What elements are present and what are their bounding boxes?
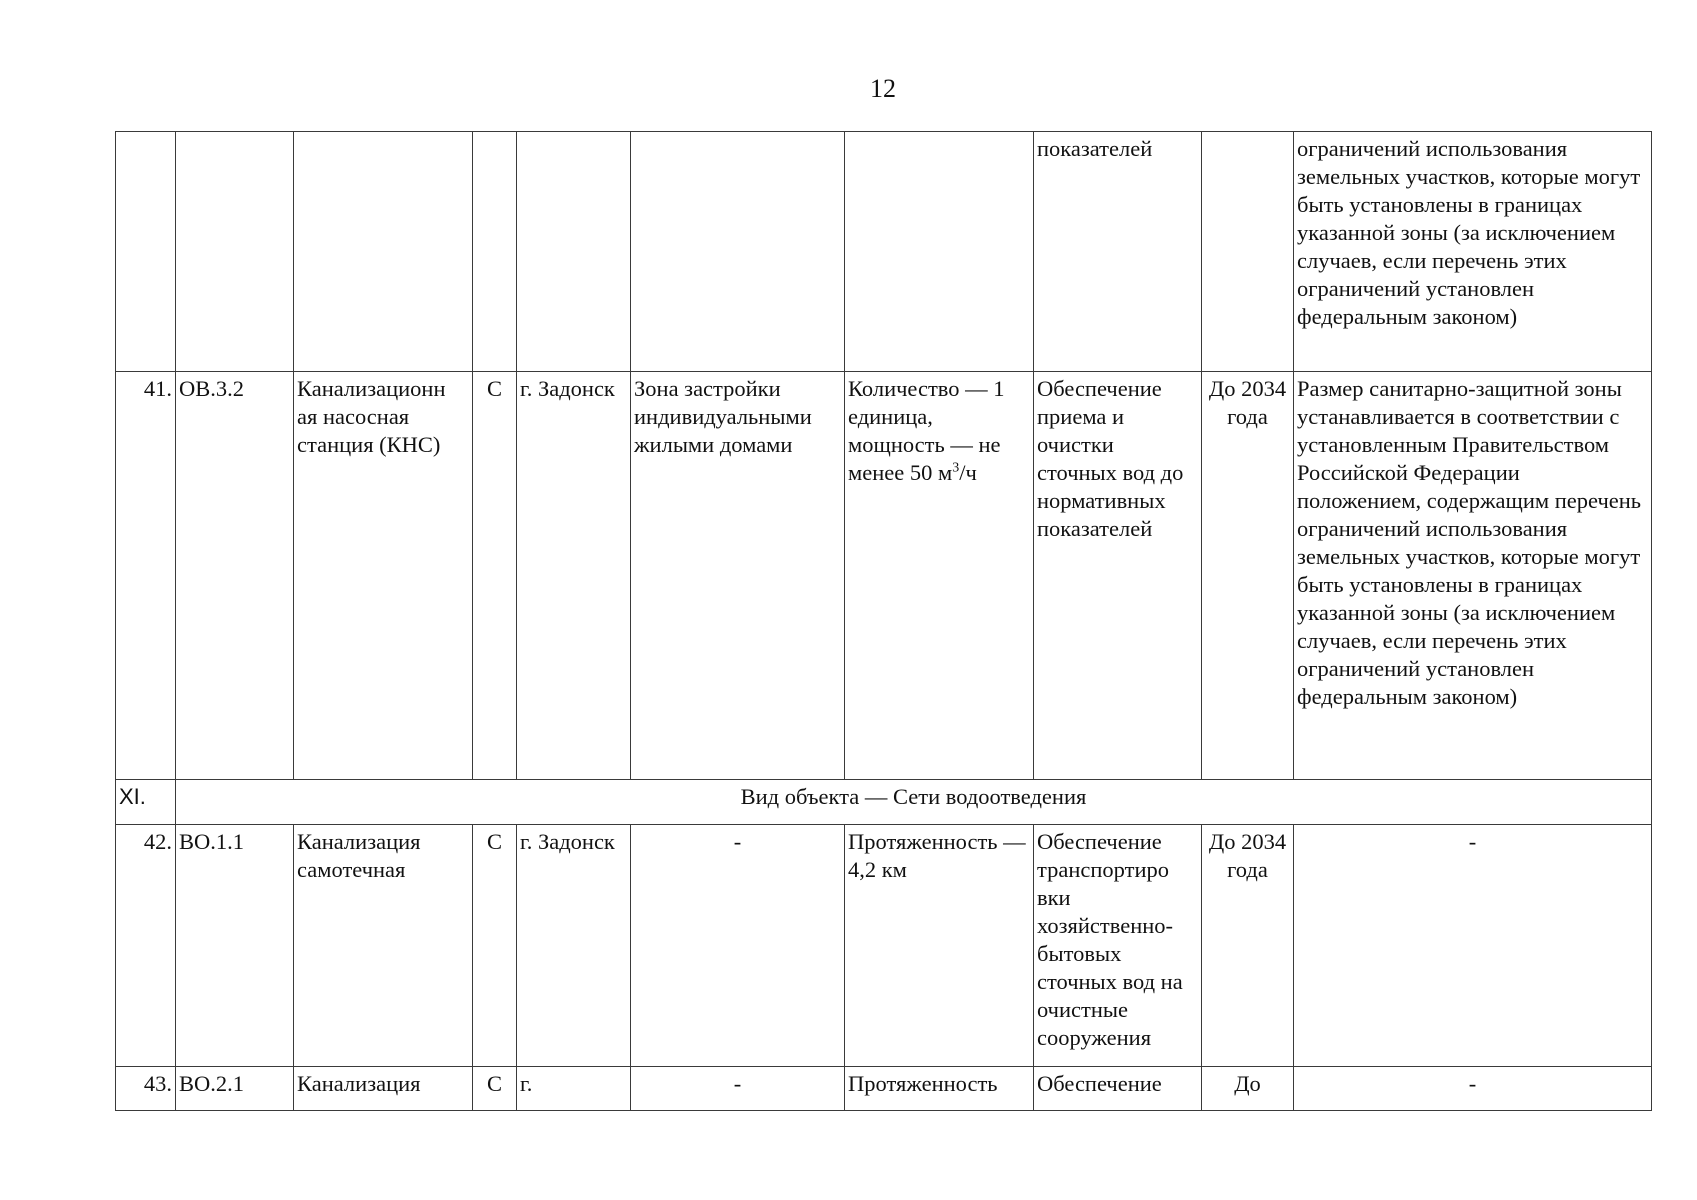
object-name: Канализационн ая насосная станция (КНС) bbox=[294, 372, 473, 780]
object-status: С bbox=[473, 825, 517, 1067]
section-title: Вид объекта — Сети водоотведения bbox=[176, 780, 1652, 825]
object-location: г. bbox=[517, 1067, 631, 1111]
object-characteristics: Протяженность — 4,2 км bbox=[845, 825, 1034, 1067]
row-number: 43. bbox=[116, 1067, 176, 1111]
object-name: Канализация самотечная bbox=[294, 825, 473, 1067]
table-row bbox=[116, 372, 1652, 780]
objects-table bbox=[115, 131, 1652, 1111]
purpose-cell: показателей bbox=[1034, 132, 1202, 372]
functional-zone: - bbox=[631, 1067, 845, 1111]
section-header-row bbox=[116, 780, 1652, 825]
functional-zone: - bbox=[631, 825, 845, 1067]
object-code: ВО.1.1 bbox=[176, 825, 294, 1067]
characteristics-unit: /ч bbox=[959, 460, 977, 485]
object-location: г. Задонск bbox=[517, 825, 631, 1067]
table-row bbox=[116, 132, 1652, 372]
object-code: ОВ.3.2 bbox=[176, 372, 294, 780]
zone-cell: ограничений использования земельных участков, которые могут быть установлены в границах указанной зоны (за исключением случаев, если перечень этих ограничений установлен федеральным законом) bbox=[1294, 132, 1652, 372]
object-characteristics bbox=[845, 372, 1034, 780]
object-location: г. Задонск bbox=[517, 372, 631, 780]
section-number: XI. bbox=[116, 780, 176, 825]
object-characteristics: Протяженность bbox=[845, 1067, 1034, 1111]
zone-cell: - bbox=[1294, 1067, 1652, 1111]
table-row bbox=[116, 825, 1652, 1067]
characteristics-text: Количество — 1 единица, мощность — не менее 50 м bbox=[848, 376, 1005, 485]
row-number: 41. bbox=[116, 372, 176, 780]
deadline-cell: До 2034 года bbox=[1202, 825, 1294, 1067]
row-number: 42. bbox=[116, 825, 176, 1067]
object-code: ВО.2.1 bbox=[176, 1067, 294, 1111]
purpose-cell: Обеспечение bbox=[1034, 1067, 1202, 1111]
zone-cell: Размер санитарно-защитной зоны устанавливается в соответствии с установленным Правительством Российской Федерации положением, содержащим перечень ограничений использования земельных участков, которые могут быть установлены в границах указанной зоны (за исключением случаев, если перечень этих ограничений установлен федеральным законом) bbox=[1294, 372, 1652, 780]
deadline-cell: До bbox=[1202, 1067, 1294, 1111]
functional-zone: Зона застройки индивидуальными жилыми домами bbox=[631, 372, 845, 780]
purpose-cell: Обеспечение приема и очистки сточных вод до нормативных показателей bbox=[1034, 372, 1202, 780]
purpose-cell: Обеспечение транспортиро вки хозяйственно-бытовых сточных вод на очистные сооружения bbox=[1034, 825, 1202, 1067]
object-status: С bbox=[473, 372, 517, 780]
characteristics-superscript: 3 bbox=[952, 460, 960, 476]
object-name: Канализация bbox=[294, 1067, 473, 1111]
deadline-cell: До 2034 года bbox=[1202, 372, 1294, 780]
object-status: С bbox=[473, 1067, 517, 1111]
zone-cell: - bbox=[1294, 825, 1652, 1067]
table-row bbox=[116, 1067, 1652, 1111]
page-number: 12 bbox=[870, 74, 896, 103]
